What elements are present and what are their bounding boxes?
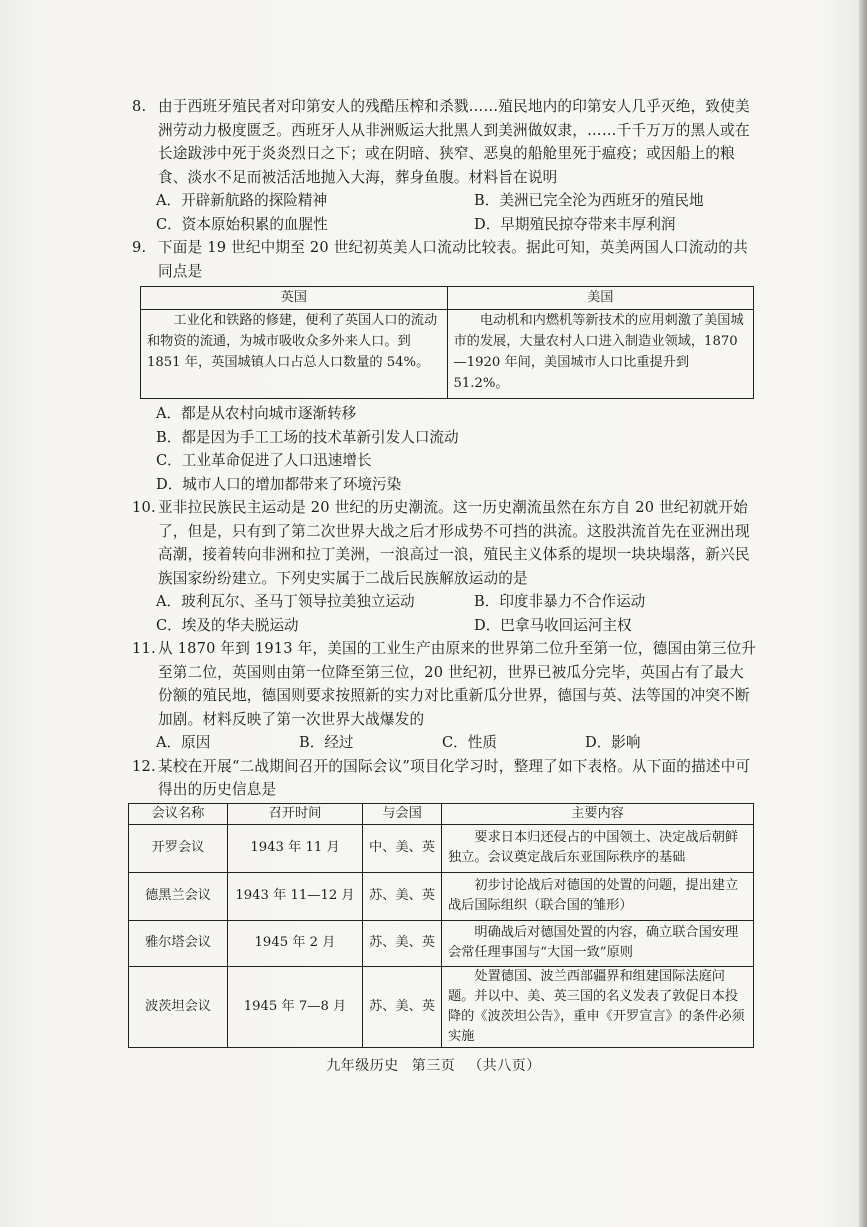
question-11 <box>132 637 757 731</box>
option-d: D．城市人口的增加都带来了环境污染 <box>156 475 402 493</box>
table-cell: 1945 年 2 月 <box>228 920 363 966</box>
table-header: 美国 <box>447 287 754 310</box>
question-12 <box>132 755 757 802</box>
question-stem: 亚非拉民族民主运动是 20 世纪的历史潮流。这一历史潮流虽然在东方自 20 世纪初就开始了，但是，只有到了第二次世界大战之后才形成势不可挡的洪流。这股洪流首先在亚洲出现高潮，接着转向非洲和拉丁美洲，一浪高过一浪，殖民主义体系的堤坝一块块塌落，新兴民族国家纷纷建立。下列史实属于二战后民族解放运动的是 <box>158 499 750 587</box>
table-row <box>129 966 754 1047</box>
page-edge-shadow <box>859 0 867 1227</box>
table-cell: 雅尔塔会议 <box>129 920 228 966</box>
option-a: A．开辟新航路的探险精神 <box>156 192 328 209</box>
option-b: B．印度非暴力不合作运动 <box>474 593 646 610</box>
table-header: 召开时间 <box>228 803 363 824</box>
option-d: D．巴拿马收回运河主权 <box>474 616 632 634</box>
table-cell: 1943 年 11—12 月 <box>228 872 363 920</box>
question-10 <box>132 496 757 590</box>
question-9 <box>132 236 757 283</box>
question-stem: 某校在开展“二战期间召开的国际会议”项目化学习时，整理了如下表格。从下面的描述中可得出的历史信息是 <box>158 757 751 798</box>
wwii-conference-table <box>128 803 754 1048</box>
option-a: A．都是从农村向城市逐渐转移 <box>156 405 357 422</box>
table-cell: 波茨坦会议 <box>129 966 228 1047</box>
table-row <box>129 824 754 872</box>
question-stem: 由于西班牙殖民者对印第安人的残酷压榨和杀戮……殖民地内的印第安人几乎灭绝，致使美洲劳动力极度匮乏。西班牙人从非洲贩运大批黑人到美洲做奴隶，……千千万万的黑人或在长途跋涉中死于炎炎烈日之下；或在阴暗、狭窄、恶臭的船舱里死于瘟疫；或因船上的粮食、淡水不足而被活活地抛入大海，葬身鱼腹。材料旨在说明 <box>158 98 750 186</box>
question-number: 8. <box>132 98 147 115</box>
option-b: B．都是因为手工工场的技术革新引发人口流动 <box>156 428 459 446</box>
table-cell: 初步讨论战后对德国的处置的问题，提出建立战后国际组织（联合国的雏形） <box>442 872 754 920</box>
table-header: 与会国 <box>363 803 442 824</box>
option-b: B．美洲已完全沦为西班牙的殖民地 <box>474 192 704 209</box>
table-cell: 1945 年 7—8 月 <box>228 966 363 1047</box>
question-number: 12. <box>132 757 156 775</box>
question-11-options <box>156 731 757 755</box>
question-number: 10. <box>132 499 156 516</box>
footer-page: 第三页 <box>411 1058 456 1074</box>
table-cell: 明确战后对德国处置的内容，确立联合国安理会常任理事国与“大国一致”原则 <box>442 920 754 966</box>
table-cell: 工业化和铁路的修建，便利了英国人口的流动和物资的流通，为城市吸收众多外来人口。到 1851 年，英国城镇人口占总人口数量的 54%。 <box>141 310 448 399</box>
table-cell: 苏、美、英 <box>363 966 442 1047</box>
option-c: C．性质 <box>442 734 497 751</box>
option-b: B．经过 <box>299 734 354 751</box>
footer-subject: 九年级历史 <box>326 1058 399 1074</box>
table-cell: 中、美、英 <box>363 824 442 872</box>
table-header: 会议名称 <box>129 803 228 824</box>
table-cell: 苏、美、英 <box>363 872 442 920</box>
option-a: A．玻利瓦尔、圣马丁领导拉美独立运动 <box>156 593 415 610</box>
table-header: 主要内容 <box>442 803 754 824</box>
uk-us-population-table <box>140 286 754 399</box>
option-d: D．影响 <box>585 734 641 751</box>
table-header: 英国 <box>141 287 448 310</box>
question-stem: 下面是 19 世纪中期至 20 世纪初英美人口流动比较表。据此可知，英美两国人口流动的共同点是 <box>158 239 748 280</box>
question-9-options <box>156 402 757 496</box>
table-row <box>129 872 754 920</box>
table-cell: 处置德国、波兰西部疆界和组建国际法庭问题。并以中、美、英三国的名义发表了敦促日本投降的《波茨坦公告》，重申《开罗宣言》的条件必须实施 <box>442 966 754 1047</box>
question-number: 11. <box>132 640 156 657</box>
option-c: C．资本原始积累的血腥性 <box>156 215 328 233</box>
option-d: D．早期殖民掠夺带来丰厚利润 <box>474 215 676 233</box>
option-c: C．埃及的华夫脱运动 <box>156 616 299 634</box>
question-stem: 从 1870 年到 1913 年，美国的工业生产由原来的世界第二位升至第一位，德国由第三位升至第二位，英国则由第一位降至第三位，20 世纪初，世界已被瓜分完毕，英国占有了最大份额的殖民地，德国则要求按照新的实力对比重新瓜分世界，德国与英、法等国的冲突不断加剧。材料反映了第一次世界大战爆发的 <box>158 640 757 728</box>
table-cell: 1943 年 11 月 <box>228 824 363 872</box>
option-c: C．工业革命促进了人口迅速增长 <box>156 452 372 469</box>
table-cell: 要求日本归还侵占的中国领土、决定战后朝鲜独立。会议奠定战后东亚国际秩序的基础 <box>442 824 754 872</box>
table-cell: 电动机和内燃机等新技术的应用刺激了美国城市的发展，大量农村人口进入制造业领域，1870—1920 年间，美国城市人口比重提升到 51.2%。 <box>447 310 754 399</box>
page-footer <box>0 1055 867 1075</box>
footer-total: （共八页） <box>468 1058 541 1074</box>
question-8-options <box>156 189 757 236</box>
table-cell: 德黑兰会议 <box>129 872 228 920</box>
question-number: 9. <box>132 239 147 256</box>
question-10-options <box>156 590 757 637</box>
table-cell: 开罗会议 <box>129 824 228 872</box>
question-8 <box>132 95 757 189</box>
option-a: A．原因 <box>156 734 211 751</box>
page-content <box>132 95 757 1048</box>
table-cell: 苏、美、英 <box>363 920 442 966</box>
table-row <box>129 920 754 966</box>
